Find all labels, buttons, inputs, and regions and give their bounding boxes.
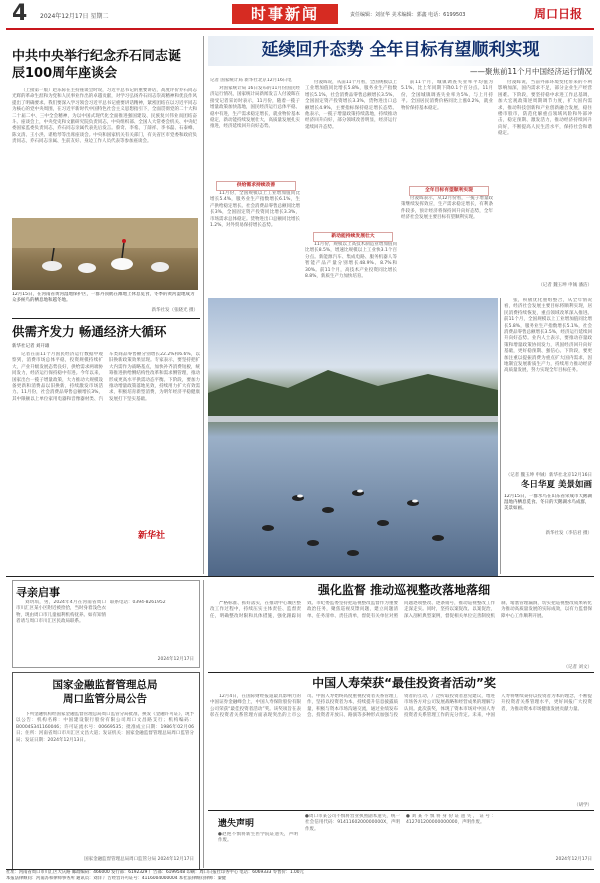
main-col2: 付凌晖说，从前11个月看，全国规模以上工业增加值同比增长5.8%，服务业生产指数增长5.1%，社会消费品零售总额增长3.5%，全国固定资产投资增长3.3%，货物进出口总额增长4.9%，主要指标保持稳定增长态势。他表示，一揽子增量政策持续落地，持续推动经济回升向好，部分领域改善明显，经济运行延续回升态势。 <box>305 80 397 130</box>
insurance-rule <box>208 810 594 811</box>
footer-line-1: 社址：河南省周口市川汇区大庆路 邮政编码：466000 发行部：6192329 广告部：6199548 印刷：周口日报社印务中心 电话：6069333 零售价：1.00元 <box>6 870 304 875</box>
main-col3b: 付凌晖表示，从12月份看，一揽子增量政策继续发挥效应，生产需求稳定增长，有利条件较多，预计经济将保持回升向好态势，全年经济社会发展主要目标有望顺利实现。 <box>401 196 493 221</box>
wanted-date: 2024年12月17日 <box>157 657 194 662</box>
insurance-headline: 中国人寿荣获“最佳投资者活动”奖 <box>312 676 496 690</box>
lake-photo-illustration <box>208 298 498 576</box>
supply-body: 记者在前11个月国民经济运行数据中观察到，消费市场总体平稳，投资规模持续扩大，产业升级发展态势良好，供给需求两端协同发力，经济运行保持稳中有进。今年以来，国家出台一揽子增量政策，大力推动大规模设备更新和消费品以旧换新，持续激发市场活力。11月份，社会消费品零售总额增长3%，其中限额以上单位家用电器和音像器材类、汽车类商品零售额分别增长22.2%和6.6%，以旧换新政策效果显现。专家表示，要坚持把扩大内需作为战略基点，加快补齐消费短板，统筹推进供给侧结构性改革和需求侧管理，推动形成更高水平供需动态平衡。下阶段，要加力推动增量政策落地见效，持续用力扩大有效需求，积极培育新型消费，为明年经济平稳健康发展打下坚实基础。 <box>12 352 200 402</box>
crane-caption: 12月15日，在河南省黄河湿地保护区，一群丹顶鹤在滩地上休息觅食，冬季的黄河湿地成为众多候鸟的栖息地和越冬地。 <box>12 292 195 303</box>
photo-credit: 新华社发（李信君 摄） <box>545 531 592 536</box>
supervision-headline: 强化监督 推动巡视整改落地落细 <box>317 583 491 597</box>
main-intro: 记者 国家统计局 新华社北京12月16日电 <box>210 78 292 83</box>
crane-photo-illustration <box>12 218 198 290</box>
right-col-story: 张，积极优化重组整合，从全年情况看，经济社会发展主要目标将顺利实现，居民消费持续恢复，重点领域改革深入推进。前11个月，全国规模以上工业增加值同比增长5.8%，服务业生产指数增长5.1%，社会消费品零售总额增长3.5%，经济运行延续回升向好态势。业内人士表示，要推动存量政策和增量政策协同发力，巩固经济回升向好基础，更好稳预期、强信心。下阶段，要更加注重以提振消费为重点扩大国内需求，因地制宜发展新质生产力，持续用力推动经济高质量发展，努力实现全年目标任务。 <box>504 298 592 374</box>
main-col2-subhead: 新动能持续发展壮大 <box>313 232 393 242</box>
header-rule <box>6 28 594 30</box>
bottom-left-divider <box>203 580 204 868</box>
banner-title: 延续回升态势 全年目标有望顺利实现 <box>261 40 540 60</box>
photo-title: 冬日华夏 美景如画 <box>521 480 592 490</box>
insurance-credit: （胡学） <box>574 803 592 808</box>
main-col2b: 11月份，规模以上高技术制造业增加值同比增长8.5%，增速比规模以上工业快3.1个百分点。新能源汽车、集成电路、服务机器人等智能产品产量分别增长48.9%、8.7%和30%。前11个月，高技术产业投资同比增长8.8%，新质生产力加快培育。 <box>305 242 397 280</box>
middle-rule <box>6 576 594 577</box>
banner-subtitle: ——聚焦前11个月中国经济运行情况 <box>469 67 592 76</box>
lake-photo <box>208 298 498 576</box>
page-number: 4 <box>12 1 28 26</box>
main-col1b: 11月份，全国规模以上工业增加值同比增长5.4%，服务业生产指数增长6.1%，生产供给稳定增长。社会消费品零售总额同比增长3%，全国固定资产投资同比增长3.3%，市场需求总体稳定。货物进出口总额同比增长1.2%，对外贸易保持增长态势。 <box>210 191 300 229</box>
supply-headline: 供需齐发力 畅通经济大循环 <box>12 324 167 339</box>
wanted-body: 刘玥琪，男，2024年4月在河南省周口市川汇区某小区附近被捡拾，当时身着浅色衣物，现由周口市儿童福利机构抚养。如有知情者请与周口市川汇区民政局联系。 <box>16 600 106 625</box>
editors-line: 责任编辑：刘征华 美术编辑：郭鑫 电话：6199503 <box>350 12 466 18</box>
xinhua-credit: 新华社 <box>138 531 166 541</box>
right-col-credit: （记者 魏玉坤 申铖）新华社北京12月16日 <box>505 473 592 478</box>
main-col4: 付凌晖说，当前外部环境变化带来的不利影响加深，国内需求不足，部分企业生产经营困难。下阶段，要坚持稳中求进工作总基调，加大宏观政策逆周期调节力度，扩大国内需求，推动科技创新和产业创新融合发展，稳住楼市股市，防范化解重点领域风险和外部冲击，稳定预期、激发活力，推动经济持续回升向好，不断提高人民生活水平，保持社会和谐稳定。 <box>498 80 592 137</box>
supply-byline: 新华社记者 刘开雄 <box>12 344 50 349</box>
newspaper-logo: 周口日报 <box>534 7 583 21</box>
finance-title-2: 周口监管分局公告 <box>63 693 147 705</box>
wanted-title: 寻亲启事 <box>16 586 60 599</box>
left-column-divider <box>203 36 204 574</box>
main-col1-subhead: 供给需求持续改善 <box>216 181 296 191</box>
lead-bottom-rule <box>12 318 200 319</box>
main-col1: 对国家统计局 16日发布的11月份国民经济运行情况，国家统计局新闻发言人付凌晖在接受记者采访时表示，11月份，随着一揽子增量政策加快落地，国民经济运行总体平稳、稳中有进，生产需求稳定增长，就业物价基本稳定，新动能持续发展壮大，高质量发展扎实推进，经济延续回升向好态势。 <box>210 86 300 130</box>
main-col4-credit: （记者 魏玉坤 申铖 潘洁） <box>538 283 592 288</box>
insurance-body: 12月4日，在国际财经报道最具影响力的中国证券金融峰会上，中国人寿保险股份有限公司荣获“最佳投资者活动”奖。该奖项旨在表彰在投资者关系管理方面表现突出的上市公司。中国人寿始终高度重视投资者关系管理工作，坚持以投资者为本，持续提升信息披露质量，积极与资本市场沟通交流，通过业绩发布会、投资者开放日、路演等多种形式加强与投资者的互动，广泛听取投资者意见建议，增进市场各方对公司发展战略和经营成果的理解与认同。此次获奖，体现了资本市场对中国人寿投资者关系管理工作的充分肯定。未来，中国人寿将继续秉持以投资者为本的理念，不断提升投资者关系管理水平，更好回报广大投资者，为推动资本市场健康发展贡献力量。 <box>210 694 592 719</box>
lead-body: （上接第一版）赵乐际在主持座谈会时说，习近平总书记的重要讲话，高度评价乔石同志光辉的革命生涯和为党和人民事业作出的卓越贡献，对学习弘扬乔石同志崇高精神和优良作风提出了明确要求。我们要深入学习领会习近平总书记重要讲话精神，紧密团结在以习近平同志为核心的党中央周围，在习近平新时代中国特色社会主义思想指引下，全面贯彻党的二十大和二十届二中、三中全会精神，为以中国式现代化全面推进强国建设、民族复兴伟业而团结奋斗。座谈会上，中央党史和文献研究院负责同志，中央组织部、全国人大常委会机关、中央纪委国家监委负责同志，乔石同志亲属代表先后发言。蔡奇、李希、丁薛祥、李书磊、石泰峰、陈文清、王小洪、谌贻琴等出席座谈会。中央和国家机关有关部门，有关省区市党委和政府负责同志，乔石同志亲属、生前友好、身边工作人员代表等参加座谈会。 <box>12 88 197 145</box>
issue-date: 2024年12月17日 星期二 <box>40 13 109 20</box>
main-col3-subhead: 全年目标有望顺利实现 <box>409 186 489 196</box>
section-title: 时事新闻 <box>232 4 338 24</box>
loss-title: 遗失声明 <box>218 819 255 829</box>
supervision-rule <box>208 672 594 673</box>
loss-item-3: ●刘某不慎将身份证遗失，证号：412701200000000000，声明作废。 <box>406 814 496 826</box>
finance-title-1: 国家金融监督管理总局 <box>52 679 158 691</box>
footer-line-2: 本报法律顾问：河南苏和律师事务所 通讯员：刘洋 广告经营许可证号：4116004000004 本社法律顾问律师：秦健 <box>6 876 227 881</box>
finance-footer: 国家金融监督管理总局周口监管分局 2024年12月17日 <box>84 857 194 862</box>
crane-photo <box>12 218 198 290</box>
crane-credit: 新华社发（张晓光 摄） <box>151 308 198 313</box>
photo-caption: 12月15日，一群水鸟在山东省荣成市天鹅湖湿地内栖息觅食。冬日的天鹅湖水鸟成群，美景如画。 <box>504 494 592 511</box>
supervision-body: 严格标准、抓好落实，在推动中心城区整改工作过程中，持续压实主体责任、监督责任，明确整改时限和具体措施，强化跟踪问效。市纪委监委坚持把巡视整改监督作为重要政治任务，聚焦巡视反馈问题，建立问题清单、任务清单、责任清单，督促有关单位对照问题逐项整改、逐条销号，推动巡视整改工作走深走实。同时，坚持以案促改、以案促治，深入剖析典型案例，督促相关单位完善制度机制，堵塞管理漏洞，切实把巡视整改成果转化为推动高质量发展的实际成效，以有力监督保障中心工作顺利开展。 <box>210 601 592 619</box>
loss-item-1: ●赵艳不慎将新生医学院证遗失，声明作废。 <box>218 832 298 844</box>
lead-headline: 中共中央举行纪念乔石同志诞辰100周年座谈会 <box>12 49 182 81</box>
loss-item-2: ●周口市某公司不慎将营业执照副本遗失，统一社会信用代码：9141160200000000X，声明作废。 <box>305 814 400 832</box>
main-col3: 前11个月，城镇调查失业率平均值为5.1%，比上年同期下降0.1个百分点。11月份，全国城镇调查失业率为5%，与上月持平。全国居民消费价格同比上涨0.2%，就业物价保持基本稳定。 <box>401 80 493 111</box>
photo-right-divider <box>500 298 501 574</box>
finance-body: 下列金融机构经国家金融监督管理总局周口监管分局批准，换发《金融许可证》，现予以公告：机构名称：中国建设银行股份有限公司周口文昌路支行；机构编码：B0004S341160046；许可证流水号：00669535；批准成立日期：1986年02月06日；住所：河南省周口市川汇区文昌大道；发证机关：国家金融监督管理总局周口监管分局；发证日期：2024年12月13日。 <box>16 712 194 743</box>
supervision-credit: （记者 刘文） <box>563 665 592 670</box>
wanted-phone: 联系电话：0394-8261952 <box>110 600 166 605</box>
loss-date: 2024年12月17日 <box>555 857 592 862</box>
